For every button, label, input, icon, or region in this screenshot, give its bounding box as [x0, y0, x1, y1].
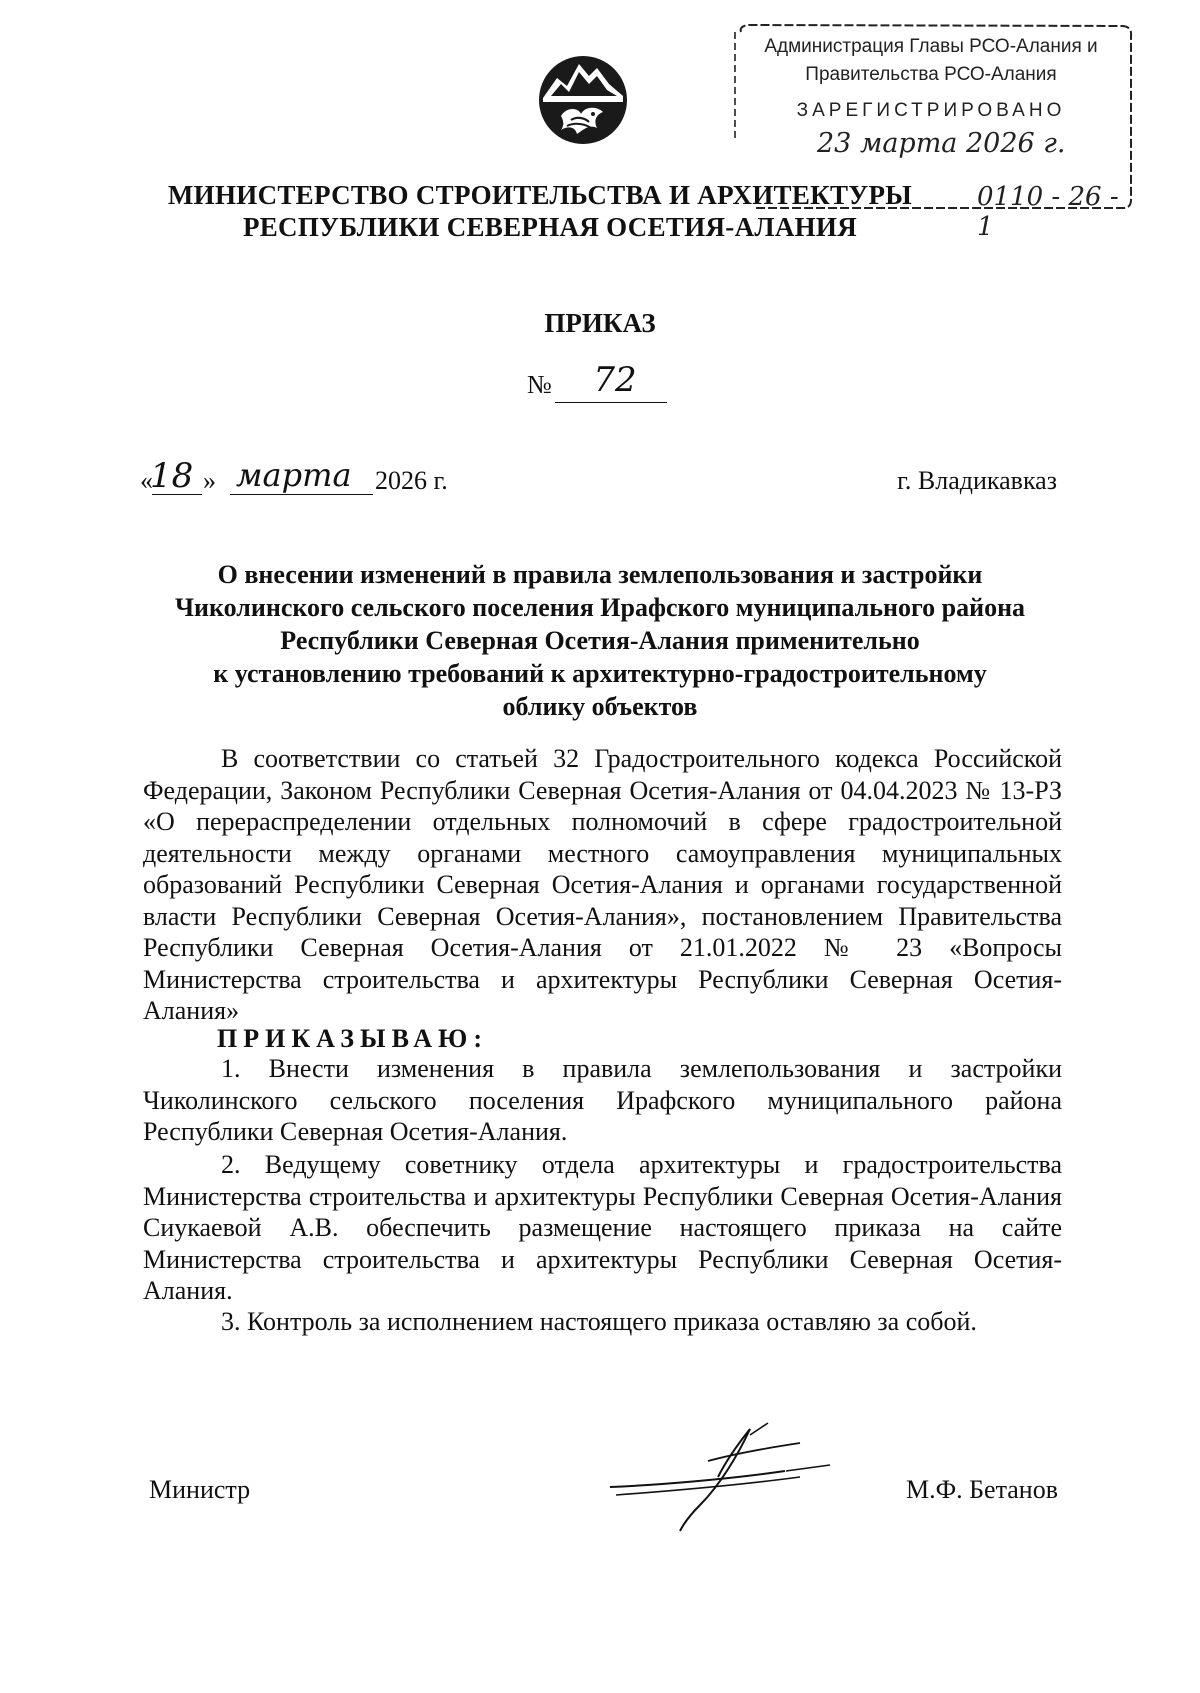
order-number-label: №	[527, 370, 552, 399]
order-item-2	[143, 1149, 1062, 1307]
order-date-day: 18	[150, 456, 194, 496]
signatory-name: М.Ф. Бетанов	[905, 1475, 1058, 1504]
order-date-year: 2026 г.	[375, 466, 448, 495]
signatory-position: Министр	[149, 1475, 251, 1504]
date-open-quote: «	[140, 466, 153, 495]
stamp-registration-date: 23 марта 2026 г.	[817, 128, 1066, 159]
subject-line: О внесении изменений в правила землепользования и застройки	[217, 560, 983, 589]
date-close-quote: »	[203, 466, 216, 495]
handwritten-signature	[600, 1415, 840, 1545]
order-number: 72	[593, 360, 637, 400]
order-number-underline	[555, 402, 667, 403]
date-day-underline	[152, 494, 202, 495]
order-command: ПРИКАЗЫВАЮ:	[217, 1024, 488, 1053]
stamp-authority-line1: Администрация Главы РСО-Алания и	[764, 36, 1098, 57]
preamble-paragraph	[143, 743, 1062, 1027]
subject-line: Республики Северная Осетия-Алания применительно	[280, 626, 920, 655]
ministry-name-line2: РЕСПУБЛИКИ СЕВЕРНАЯ ОСЕТИЯ-АЛАНИЯ	[242, 212, 858, 242]
stamp-registration-number: 0110 - 26 - 1	[977, 182, 1119, 242]
date-month-underline	[230, 494, 373, 495]
subject-line: облику объектов	[502, 692, 698, 721]
order-date-month: марта	[236, 456, 352, 494]
order-title: ПРИКАЗ	[544, 308, 656, 338]
order-item-1	[143, 1053, 1062, 1148]
ministry-name-line1: МИНИСТЕРСТВО СТРОИТЕЛЬСТВА И АРХИТЕКТУРЫ	[167, 180, 913, 210]
subject-line: к установлению требований к архитектурно-градостроительному	[213, 659, 987, 688]
subject-line: Чиколинского сельского поселения Ирафского муниципального района	[174, 593, 1026, 622]
order-subject	[0, 558, 1200, 723]
stamp-authority-line2: Правительства РСО-Алания	[805, 64, 1057, 85]
stamp-registered-label: ЗАРЕГИСТРИРОВАНО	[796, 100, 1066, 121]
order-item-text: 1. Внести изменения в правила землепользования и застройки Чиколинского сельского поселения Ирафского муниципального района Республики Северная Осетия-Алания.	[143, 1054, 1062, 1146]
preamble-text: В соответствии со статьей 32 Градостроительного кодекса Российской Федерации, Законом Республики Северная Осетия-Алания от 04.04.2023 № 13-РЗ «О перераспределении отдельных полномочий в сфере градостроительной деятельности между органами местного самоуправления муниципальных образований Республики Северная Осетия-Алания и органами государственной власти Республики Северная Осетия-Алания», постановлением Правительства Республики Северная Осетия-Алания от 21.01.2022 № 23 «Вопросы Министерства строительства и архитектуры Республики Северная Осетия-Алания»	[143, 744, 1062, 1025]
coat-of-arms-emblem	[537, 50, 629, 150]
order-city: г. Владикавказ	[897, 466, 1057, 495]
order-item-3	[143, 1306, 1062, 1338]
order-item-text: 3. Контроль за исполнением настоящего приказа оставляю за собой.	[221, 1307, 977, 1336]
order-item-text: 2. Ведущему советнику отдела архитектуры и градостроительства Министерства строительства и архитектуры Республики Северная Осетия-Алания Сиукаевой А.В. обеспечить размещение настоящего приказа на сайте Министерства строительства и архитектуры Республики Северная Осетия-Алания.	[143, 1150, 1062, 1305]
